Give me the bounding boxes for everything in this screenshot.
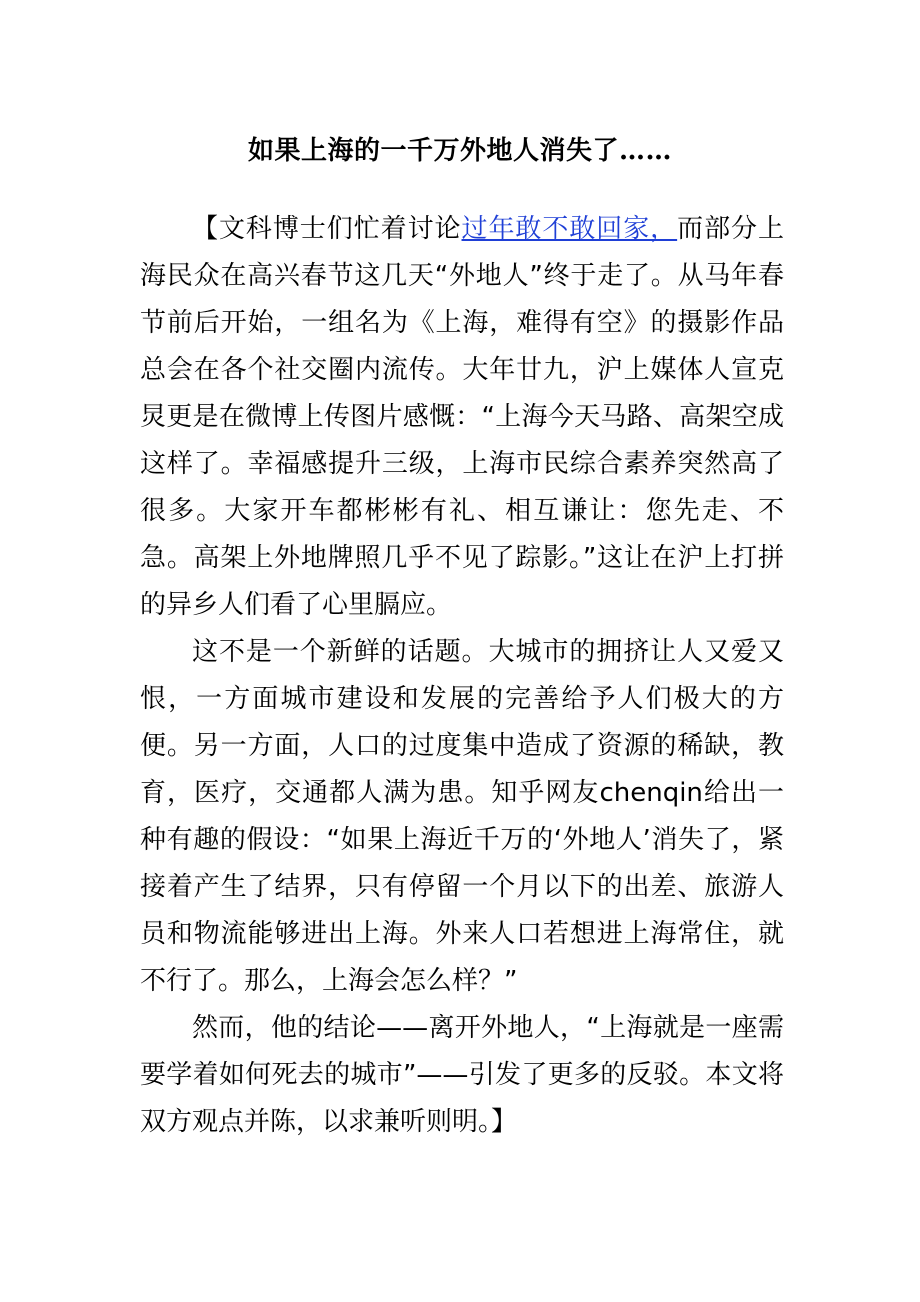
document-title: 如果上海的一千万外地人消失了……: [247, 136, 672, 167]
article-body: [140, 206, 784, 1146]
paragraph-intro: [140, 206, 784, 629]
paragraph-second: 这不是一个新鲜的话题。大城市的拥挤让人又爱又恨，一方面城市建设和发展的完善给予人们极大的方便。另一方面，人口的过度集中造成了资源的稀缺，教育，医疗，交通都人满为患。知乎网友chenqin给出一种有趣的假设：“如果上海近千万的‘外地人’消失了，紧接着产生了结界，只有停留一个月以下的出差、旅游人员和物流能够进出上海。外来人口若想进上海常住，就不行了。那么，上海会怎么样？”: [140, 637, 784, 996]
paragraph-intro-text-after: 而部分上海民众在高兴春节这几天“外地人”终于走了。从马年春节前后开始，一组名为《上海，难得有空》的摄影作品总会在各个社交圈内流传。大年廿九，沪上媒体人宣克炅更是在微博上传图片感慨：“上海今天马路、高架空成这样了。幸福感提升三级，上海市民综合素养突然高了很多。大家开车都彬彬有礼、相互谦让：您先走、不急。高架上外地牌照几乎不见了踪影。”这让在沪上打拼的异乡人们看了心里膈应。: [140, 214, 784, 620]
inline-link-go-home[interactable]: 过年敢不敢回家，: [461, 214, 678, 244]
paragraph-third: 然而，他的结论——离开外地人，“上海就是一座需要学着如何死去的城市”——引发了更多的反驳。本文将双方观点并陈，以求兼听则明。】: [140, 1013, 784, 1137]
paragraph-intro-text-before: 【文科博士们忙着讨论: [192, 214, 462, 244]
